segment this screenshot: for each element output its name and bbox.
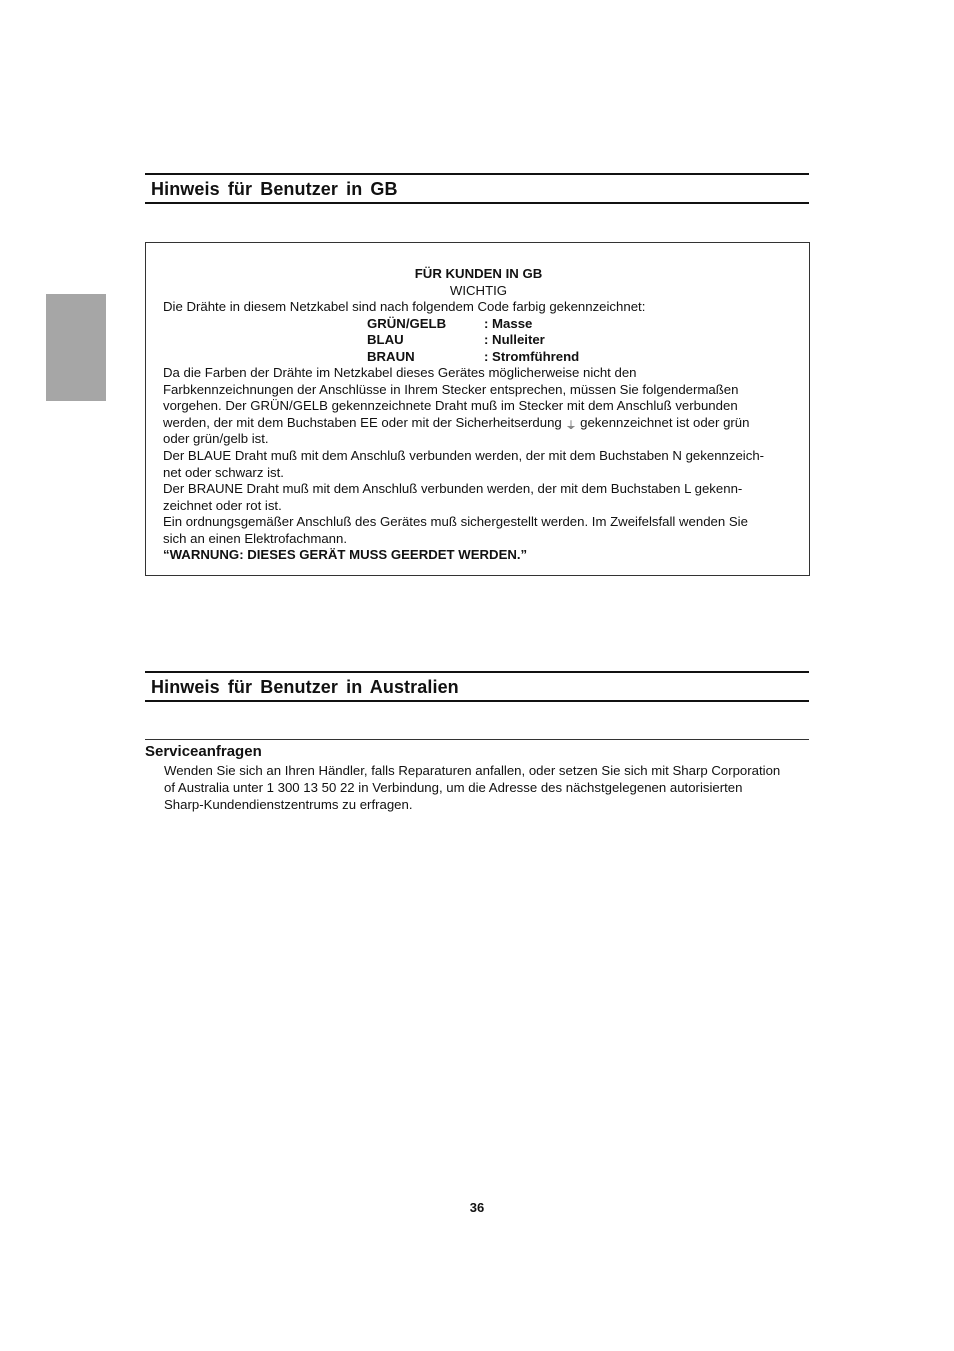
code-meaning: : Masse: [484, 316, 533, 331]
notice-box-gb: [145, 242, 810, 576]
notice-text-line: vorgehen. Der GRÜN/GELB gekennzeichnete Draht muß im Stecker mit dem Anschluß verbunden: [163, 398, 738, 413]
service-text-line: Sharp-Kundendienstzentrums zu erfragen.: [164, 797, 413, 812]
code-meaning: : Nulleiter: [484, 332, 545, 347]
service-text-line: of Australia unter 1 300 13 50 22 in Verbindung, um die Adresse des nächstgelegenen autorisierten: [164, 780, 743, 795]
notice-text-line: oder grün/gelb ist.: [163, 431, 269, 446]
notice-text-line: Der BLAUE Draht muß mit dem Anschluß verbunden werden, der mit dem Buchstaben N gekennzeich-: [163, 448, 765, 463]
section-header-gb: [145, 173, 809, 204]
notice-warning: “WARNUNG: DIESES GERÄT MUSS GEERDET WERDEN.”: [163, 547, 528, 562]
notice-text-line: net oder schwarz ist.: [163, 465, 284, 480]
notice-text-line: zeichnet oder rot ist.: [163, 498, 282, 513]
notice-heading: FÜR KUNDEN IN GB: [414, 266, 543, 281]
notice-text-line: werden, der mit dem Buchstaben EE oder mit der Sicherheitserdung ⏚ gekennzeichnet ist oder grün: [163, 415, 750, 432]
subsection-divider: [145, 739, 809, 740]
section-header-australia: [145, 671, 809, 702]
service-text-line: Wenden Sie sich an Ihren Händler, falls Reparaturen anfallen, oder setzen Sie sich mit Sharp Corporation: [164, 763, 781, 778]
notice-text-line: Da die Farben der Drähte im Netzkabel dieses Gerätes möglicherweise nicht den: [163, 365, 637, 380]
code-color: BRAUN: [367, 349, 415, 364]
language-tab-marker: [46, 294, 106, 401]
notice-subheading: WICHTIG: [449, 283, 508, 298]
code-color: GRÜN/GELB: [367, 316, 447, 331]
notice-text-line: sich an einen Elektrofachmann.: [163, 531, 348, 546]
notice-text-line: Farbkennzeichnungen der Anschlüsse in Ihrem Stecker entsprechen, müssen Sie folgendermaßen: [163, 382, 739, 397]
code-meaning: : Stromführend: [484, 349, 580, 364]
notice-text-line: Der BRAUNE Draht muß mit dem Anschluß verbunden werden, der mit dem Buchstaben L gekenn-: [163, 481, 743, 496]
section-title-australia: Hinweis für Benutzer in Australien: [151, 677, 459, 697]
notice-text-line: Ein ordnungsgemäßer Anschluß des Gerätes muß sichergestellt werden. Im Zweifelsfall wenden Sie: [163, 514, 748, 529]
section-title-gb: Hinweis für Benutzer in GB: [151, 179, 398, 199]
page-number: 36: [469, 1200, 485, 1215]
code-color: BLAU: [367, 332, 404, 347]
ground-symbol-icon: ⏚: [565, 420, 577, 432]
notice-intro: Die Drähte in diesem Netzkabel sind nach folgendem Code farbig gekennzeichnet:: [163, 299, 646, 314]
service-heading: Serviceanfragen: [145, 743, 262, 760]
